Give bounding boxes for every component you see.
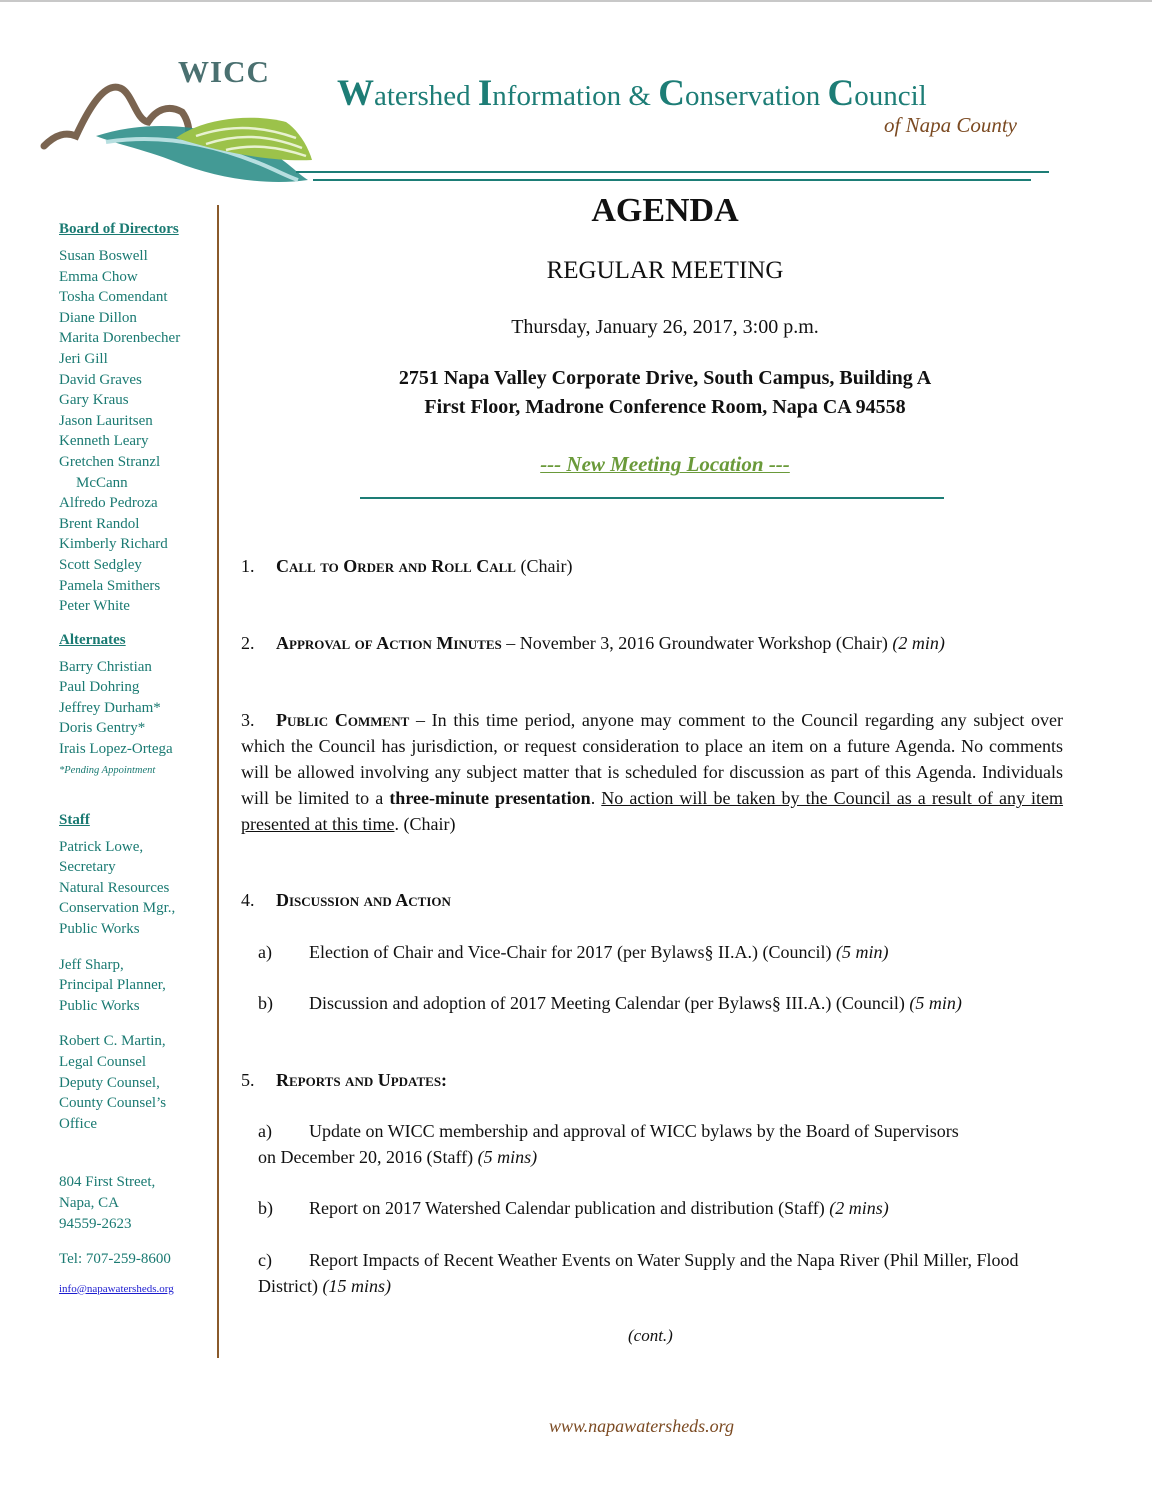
meeting-address-line1: 2751 Napa Valley Corporate Drive, South Campus, Building A bbox=[398, 367, 932, 389]
item-duration: (2 min) bbox=[892, 633, 945, 653]
title-rule bbox=[360, 497, 944, 499]
board-list bbox=[59, 246, 209, 617]
meeting-date: Thursday, January 26, 2017, 3:00 p.m. bbox=[511, 316, 819, 338]
item-title: Reports and Updates: bbox=[276, 1070, 448, 1090]
item-duration: (5 mins) bbox=[477, 1147, 538, 1167]
agenda-subitem-5a: a) Update on WICC membership and approval of WICC bylaws by the Board of Supervisors on December 20, 2016 (Staff) (5 mins) bbox=[258, 1121, 959, 1167]
board-member-continued: McCann bbox=[76, 474, 128, 491]
alternates-list bbox=[59, 657, 209, 760]
staff-line: Office bbox=[59, 1115, 98, 1132]
staff-line: Legal Counsel bbox=[59, 1054, 147, 1070]
address-line: 804 First Street, bbox=[59, 1174, 156, 1191]
footer-website: www.napawatersheds.org bbox=[549, 1416, 735, 1436]
staff-line: Principal Planner, bbox=[59, 977, 166, 994]
new-location-notice: --- New Meeting Location --- bbox=[540, 452, 790, 476]
staff-line: Jeff Sharp, bbox=[59, 956, 124, 973]
telephone: Tel: 707-259-8600 bbox=[59, 1251, 171, 1268]
staff-line: Public Works bbox=[59, 997, 140, 1014]
meeting-type: REGULAR MEETING bbox=[546, 257, 784, 284]
item-duration: (5 min) bbox=[835, 942, 889, 962]
staff-entry bbox=[59, 955, 209, 1017]
alternates-heading: Alternates bbox=[59, 631, 126, 648]
address-line: Napa, CA bbox=[59, 1194, 119, 1211]
staff-entry bbox=[59, 1031, 209, 1134]
staff-entry bbox=[59, 837, 209, 940]
office-address bbox=[59, 1172, 209, 1234]
item-duration: (2 mins) bbox=[829, 1198, 889, 1218]
item-title: Discussion and Action bbox=[276, 890, 451, 910]
board-member: Peter White bbox=[59, 598, 130, 615]
alternate-member: Doris Gentry* bbox=[59, 720, 146, 737]
board-member: Gary Kraus bbox=[59, 392, 129, 409]
staff-line: County Counsel’s bbox=[59, 1095, 167, 1112]
staff-line: Public Works bbox=[59, 921, 140, 938]
page-top-border bbox=[0, 0, 1152, 2]
agenda-subitem-4b: b) Discussion and adoption of 2017 Meeting Calendar (per Bylaws§ III.A.) (Council) (5 min) bbox=[258, 993, 962, 1013]
page-title: AGENDA bbox=[591, 192, 739, 229]
board-member: Jason Lauritsen bbox=[59, 412, 153, 429]
board-member: Tosha Comendant bbox=[59, 289, 168, 306]
wicc-logo bbox=[36, 50, 326, 190]
board-member: Kenneth Leary bbox=[59, 433, 149, 450]
staff-line: Secretary bbox=[59, 859, 116, 876]
item-title: Public Comment bbox=[276, 710, 410, 730]
agenda-item-2: 2. Approval of Action Minutes – November 3, 2016 Groundwater Workshop (Chair) (2 min) bbox=[241, 633, 945, 653]
agenda-subitem-5b: b) Report on 2017 Watershed Calendar publication and distribution (Staff) (2 mins) bbox=[258, 1198, 889, 1218]
board-member: Kimberly Richard bbox=[59, 536, 168, 553]
alternate-member: Paul Dohring bbox=[59, 679, 140, 696]
board-member: Susan Boswell bbox=[59, 248, 148, 264]
item-title: Approval of Action Minutes bbox=[276, 633, 502, 653]
org-name: Watershed Information & Conservation Council bbox=[337, 73, 927, 114]
email-link[interactable]: info@napawatersheds.org bbox=[59, 1282, 174, 1295]
board-member: Pamela Smithers bbox=[59, 577, 161, 594]
item-duration: (15 mins) bbox=[322, 1276, 391, 1296]
pending-appointment-note: *Pending Appointment bbox=[59, 764, 156, 776]
staff-line: Natural Resources bbox=[59, 879, 170, 896]
board-member: Diane Dillon bbox=[59, 309, 137, 326]
board-member: Emma Chow bbox=[59, 268, 138, 285]
header-rule bbox=[296, 171, 1049, 173]
alternate-member: Jeffrey Durham* bbox=[59, 699, 161, 716]
org-subtitle: of Napa County bbox=[884, 113, 1018, 137]
address-line: 94559-2623 bbox=[59, 1215, 132, 1232]
board-member: Gretchen Stranzl bbox=[59, 453, 161, 470]
continued-note: (cont.) bbox=[628, 1326, 673, 1345]
staff-line: Deputy Counsel, bbox=[59, 1074, 160, 1091]
board-member: Jeri Gill bbox=[59, 350, 108, 367]
meeting-address-line2: First Floor, Madrone Conference Room, Napa CA 94558 bbox=[424, 396, 906, 418]
staff-line: Conservation Mgr., bbox=[59, 900, 176, 917]
header-rule bbox=[313, 179, 1031, 181]
staff-line: Robert C. Martin, bbox=[59, 1033, 166, 1050]
agenda-item-4: 4. Discussion and Action bbox=[241, 890, 451, 910]
agenda-subitem-4a: a) Election of Chair and Vice-Chair for 2017 (per Bylaws§ II.A.) (Council) (5 min) bbox=[258, 942, 889, 962]
agenda-item-3: 3. Public Comment – In this time period, anyone may comment to the Council regarding any subject over which the Council has jurisdiction, or request consideration to place an item on a future Agenda. No comments will be allowed involving any subject matter that is scheduled for discussion as part of this Agenda. Individuals will be limited to a three-minute presentation. No action will be taken by the Council as a result of any item presented at this time. (Chair) bbox=[241, 710, 1064, 834]
alternate-member: Barry Christian bbox=[59, 658, 152, 675]
staff-heading: Staff bbox=[59, 811, 90, 828]
board-member: Brent Randol bbox=[59, 515, 140, 532]
item-duration: (5 min) bbox=[909, 993, 962, 1013]
agenda-item-5: 5. Reports and Updates: bbox=[241, 1070, 448, 1090]
board-member: David Graves bbox=[59, 371, 142, 388]
board-member: Marita Dorenbecher bbox=[59, 330, 181, 347]
agenda-subitem-5c: c) Report Impacts of Recent Weather Events on Water Supply and the Napa River (Phil Miller, Flood District) (15 mins) bbox=[258, 1250, 1019, 1296]
item-title: Call to Order and Roll Call bbox=[276, 556, 516, 576]
logo-text: WICC bbox=[178, 54, 270, 89]
agenda-item-1: 1. Call to Order and Roll Call (Chair) bbox=[241, 556, 573, 576]
sidebar-divider bbox=[217, 205, 219, 1358]
board-member: Alfredo Pedroza bbox=[59, 495, 158, 512]
alternate-member: Irais Lopez-Ortega bbox=[59, 741, 173, 758]
board-heading: Board of Directors bbox=[59, 221, 179, 237]
board-member: Scott Sedgley bbox=[59, 556, 142, 573]
sidebar bbox=[59, 221, 209, 1295]
staff-line: Patrick Lowe, bbox=[59, 838, 144, 855]
